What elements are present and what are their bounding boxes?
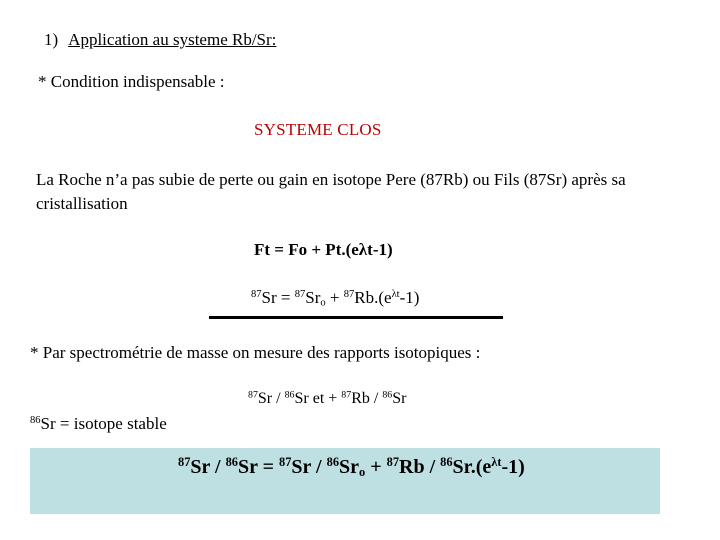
spectrometry-heading: * Par spectrométrie de masse on mesure des rapports isotopiques : — [30, 343, 481, 362]
eq2-t5: -1) — [399, 288, 420, 307]
eq2-t4: Rb.(e — [354, 288, 392, 307]
horizontal-rule — [209, 316, 503, 319]
final-t1: Sr / — [190, 456, 226, 478]
final-sup2: 86 — [225, 455, 238, 470]
ratios-t1: Sr / — [257, 390, 285, 407]
ratios-t4: Sr — [392, 390, 407, 407]
ratios-t2: Sr et + — [294, 390, 342, 407]
eq2-sup4: λt — [391, 289, 400, 301]
ratios-sup2: 86 — [284, 389, 295, 401]
final-t2: Sr = — [237, 456, 280, 478]
final-sup6: 86 — [440, 455, 453, 470]
ratios-sup1: 87 — [248, 389, 258, 401]
eq2-t1: Sr = — [261, 288, 295, 307]
final-sup5: 87 — [386, 455, 400, 470]
stable-sup: 86 — [30, 415, 41, 427]
final-t7: Sr.(e — [452, 456, 492, 478]
section-number: 1) — [44, 30, 59, 49]
isochron-equation — [178, 456, 525, 479]
eq2-sup2: 87 — [294, 289, 306, 301]
eq2-sub2: o — [320, 297, 326, 309]
final-t4: Sr — [339, 456, 360, 478]
final-t8: -1) — [501, 456, 525, 478]
closed-system-paragraph: La Roche n’a pas subie de perte ou gain en isotope Pere (87Rb) ou Fils (87Sr) après sa cristallisation — [36, 170, 626, 213]
section-title — [44, 30, 276, 50]
rb-sr-decay-equation — [251, 288, 419, 308]
isotope-ratios — [248, 390, 406, 408]
section-title-text: Application au systeme Rb/Sr: — [68, 30, 277, 49]
ratios-t3: Rb / — [351, 390, 383, 407]
eq2-sup1: 87 — [251, 289, 262, 301]
stable-isotope-note — [30, 414, 167, 434]
final-sup7: λt — [491, 455, 502, 470]
final-sup1: 87 — [178, 455, 191, 470]
eq2-sup3: 87 — [343, 289, 355, 301]
final-t3: Sr / — [291, 456, 327, 478]
systeme-clos-label: SYSTEME CLOS — [254, 120, 382, 139]
general-decay-equation: Ft = Fo + Pt.(eλt-1) — [254, 240, 393, 259]
ratios-sup3: 87 — [341, 389, 352, 401]
eq2-t3: + — [325, 288, 344, 307]
final-sup4: 86 — [326, 455, 340, 470]
final-t6: Rb / — [399, 456, 441, 478]
ratios-sup4: 86 — [382, 389, 393, 401]
eq2-t2: Sr — [305, 288, 321, 307]
stable-text: Sr = isotope stable — [40, 414, 167, 433]
final-t5: + — [365, 456, 387, 478]
final-sub4: o — [359, 465, 366, 480]
final-sup3: 87 — [279, 455, 292, 470]
condition-heading: * Condition indispensable : — [38, 72, 225, 91]
